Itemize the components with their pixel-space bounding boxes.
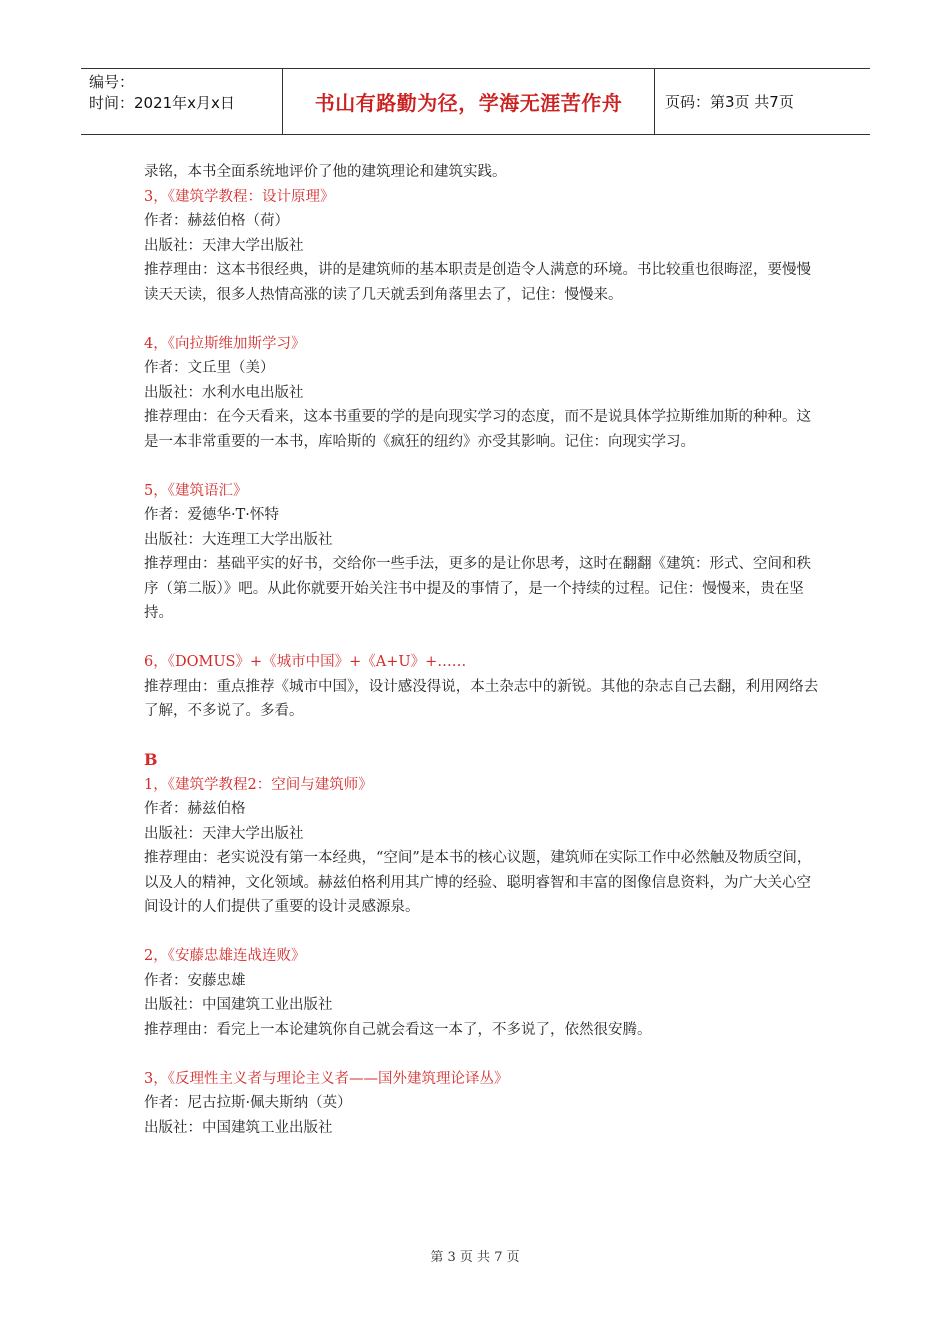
time-label: 时间：2021年x月x日 [89,94,235,112]
book-reason: 推荐理由：基础平实的好书，交给你一些手法，更多的是让你思考，这时在翻翻《建筑：形式、空间和秩序（第二版）》吧。从此你就要开始关注书中提及的事情了，是一个持续的过程。记住：慢慢来，贵在坚持。 [144,556,811,621]
book-publisher: 出版社：水利水电出版社 [144,384,304,401]
book-author: 作者：赫兹伯格（荷） [144,213,289,229]
book-title: 5，《建筑语汇》 [144,482,248,499]
book-publisher: 出版社：天津大学出版社 [144,237,304,254]
book-entry [144,479,824,626]
book-entry [144,1067,824,1141]
book-publisher: 出版社：中国建筑工业出版社 [144,997,333,1013]
book-publisher: 出版社：天津大学出版社 [144,825,304,842]
document-body [144,160,824,1140]
page-header [81,68,870,135]
book-title: 3，《反理性主义者与理论主义者——国外建筑理论译丛》 [144,1070,509,1087]
book-title: 1，《建筑学教程2：空间与建筑师》 [144,776,373,793]
book-reason: 推荐理由：重点推荐《城市中国》，设计感没得说，本土杂志中的新锐。其他的杂志自己去翻，利用网络去了解，不多说了。多看。 [144,678,819,719]
book-author: 作者：爱德华·T·怀特 [144,507,279,523]
book-title: 3，《建筑学教程：设计原理》 [144,188,335,205]
book-entry [144,944,824,1042]
header-page-info: 页码：第3页 共7页 [665,93,794,111]
book-publisher: 出版社：中国建筑工业出版社 [144,1119,333,1136]
header-motto: 书山有路勤为径，学海无涯苦作舟 [283,69,655,134]
book-reason: 推荐理由：老实说没有第一本经典，“空间”是本书的核心议题，建筑师在实际工作中必然触及物质空间，以及人的精神，文化领域。赫兹伯格利用其广博的经验、聪明睿智和丰富的图像信息资料，为广大关心空间设计的人们提供了重要的设计灵感源泉。 [144,850,812,915]
header-meta [81,69,283,134]
book-publisher: 出版社：大连理工大学出版社 [144,531,333,548]
book-title: 4，《向拉斯维加斯学习》 [144,335,306,352]
section-heading-b: B [144,750,158,769]
page-footer: 第 3 页 共 7 页 [430,1250,520,1265]
book-reason: 推荐理由：看完上一本论建筑你自己就会看这一本了，不多说了，依然很安腾。 [144,1021,652,1038]
book-author: 作者：尼古拉斯·佩夫斯纳（英） [144,1095,352,1111]
book-author: 作者：赫兹伯格 [144,801,246,817]
book-entry [144,773,824,920]
book-title: 2，《安藤忠雄连战连败》 [144,948,306,964]
book-entry [144,332,824,455]
book-reason: 推荐理由：在今天看来，这本书重要的学的是向现实学习的态度，而不是说具体学拉斯维加斯的种种。这是一本非常重要的一本书，库哈斯的《疯狂的纽约》亦受其影响。记住：向现实学习。 [144,409,811,450]
book-author: 作者：文丘里（美） [144,360,275,376]
book-reason: 推荐理由：这本书很经典，讲的是建筑师的基本职责是创造令人满意的环境。书比较重也很晦涩，要慢慢读天天读，很多人热情高涨的读了几天就丢到角落里去了，记住：慢慢来。 [144,262,811,303]
book-entry [144,185,824,308]
book-author: 作者：安藤忠雄 [144,972,246,989]
intro-line: 录铭，本书全面系统地评价了他的建筑理论和建筑实践。 [144,164,507,180]
number-label: 编号： [89,73,135,91]
book-title: 6，《DOMUS》+《城市中国》+《A+U》+…… [144,654,467,670]
book-entry [144,650,824,724]
